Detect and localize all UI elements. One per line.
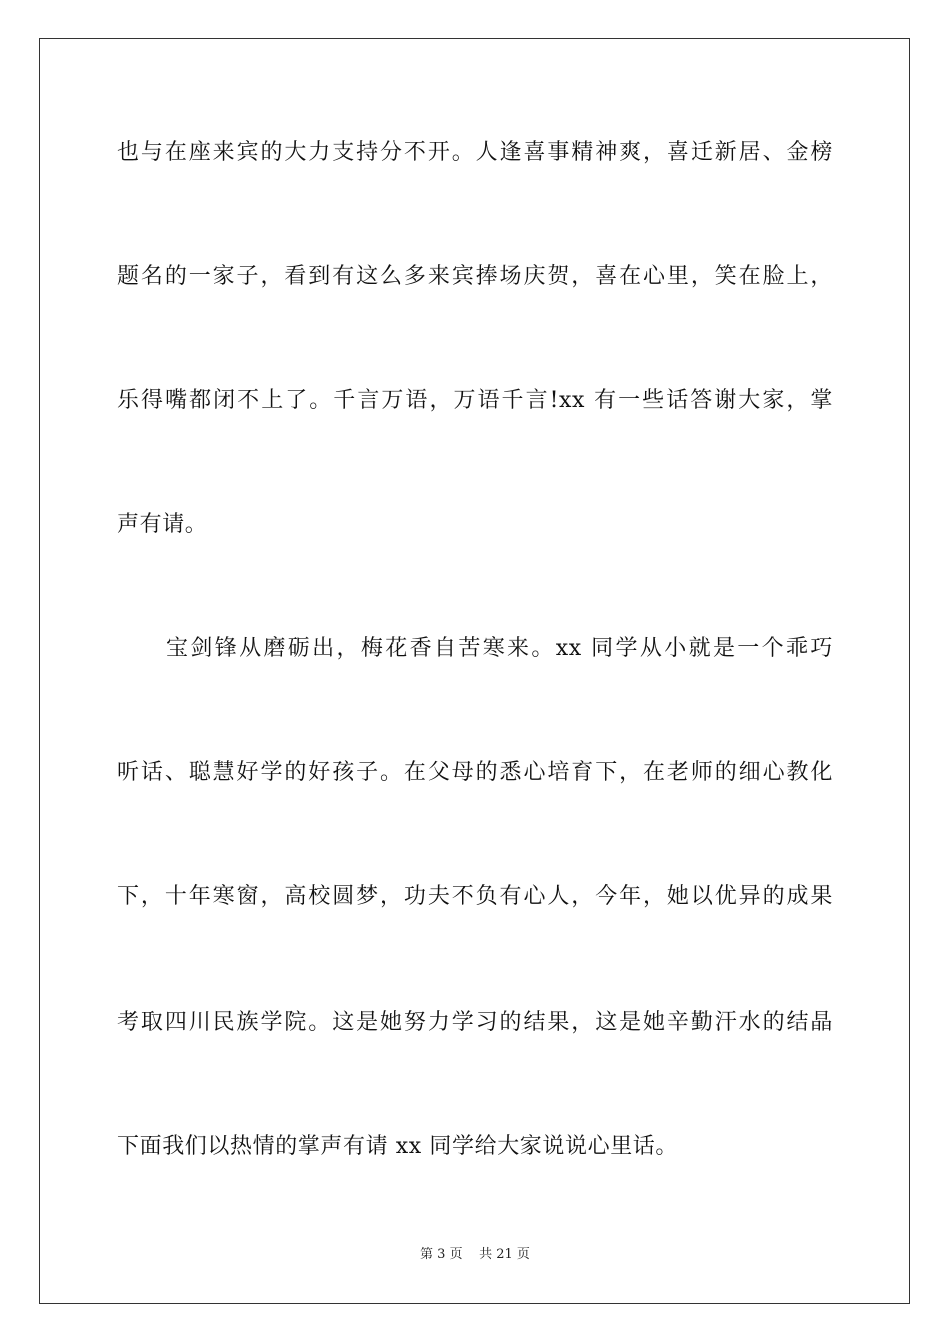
page-footer [0, 1246, 950, 1264]
text-line-8: 考取四川民族学院。这是她努力学习的结果，这是她辛勤汗水的结晶 [117, 1010, 833, 1035]
page-total: 共 21 页 [479, 1247, 530, 1262]
text-line-5: 宝剑锋从磨砺出，梅花香自苦寒来。xx 同学从小就是一个乖巧 [166, 636, 833, 661]
page-number: 第 3 页 [420, 1247, 463, 1262]
text-line-6: 听话、聪慧好学的好孩子。在父母的悉心培育下，在老师的细心教化 [117, 760, 833, 785]
text-line-4: 声有请。 [117, 512, 208, 537]
text-line-3: 乐得嘴都闭不上了。千言万语，万语千言!xx 有一些话答谢大家，掌 [117, 388, 833, 413]
page-border [39, 38, 910, 1304]
text-line-7: 下，十年寒窗，高校圆梦，功夫不负有心人，今年，她以优异的成果 [117, 884, 833, 909]
text-line-9: 下面我们以热情的掌声有请 xx 同学给大家说说心里话。 [117, 1134, 679, 1159]
text-line-1: 也与在座来宾的大力支持分不开。人逢喜事精神爽，喜迁新居、金榜 [117, 140, 833, 165]
text-line-2: 题名的一家子，看到有这么多来宾捧场庆贺，喜在心里，笑在脸上， [117, 264, 833, 289]
